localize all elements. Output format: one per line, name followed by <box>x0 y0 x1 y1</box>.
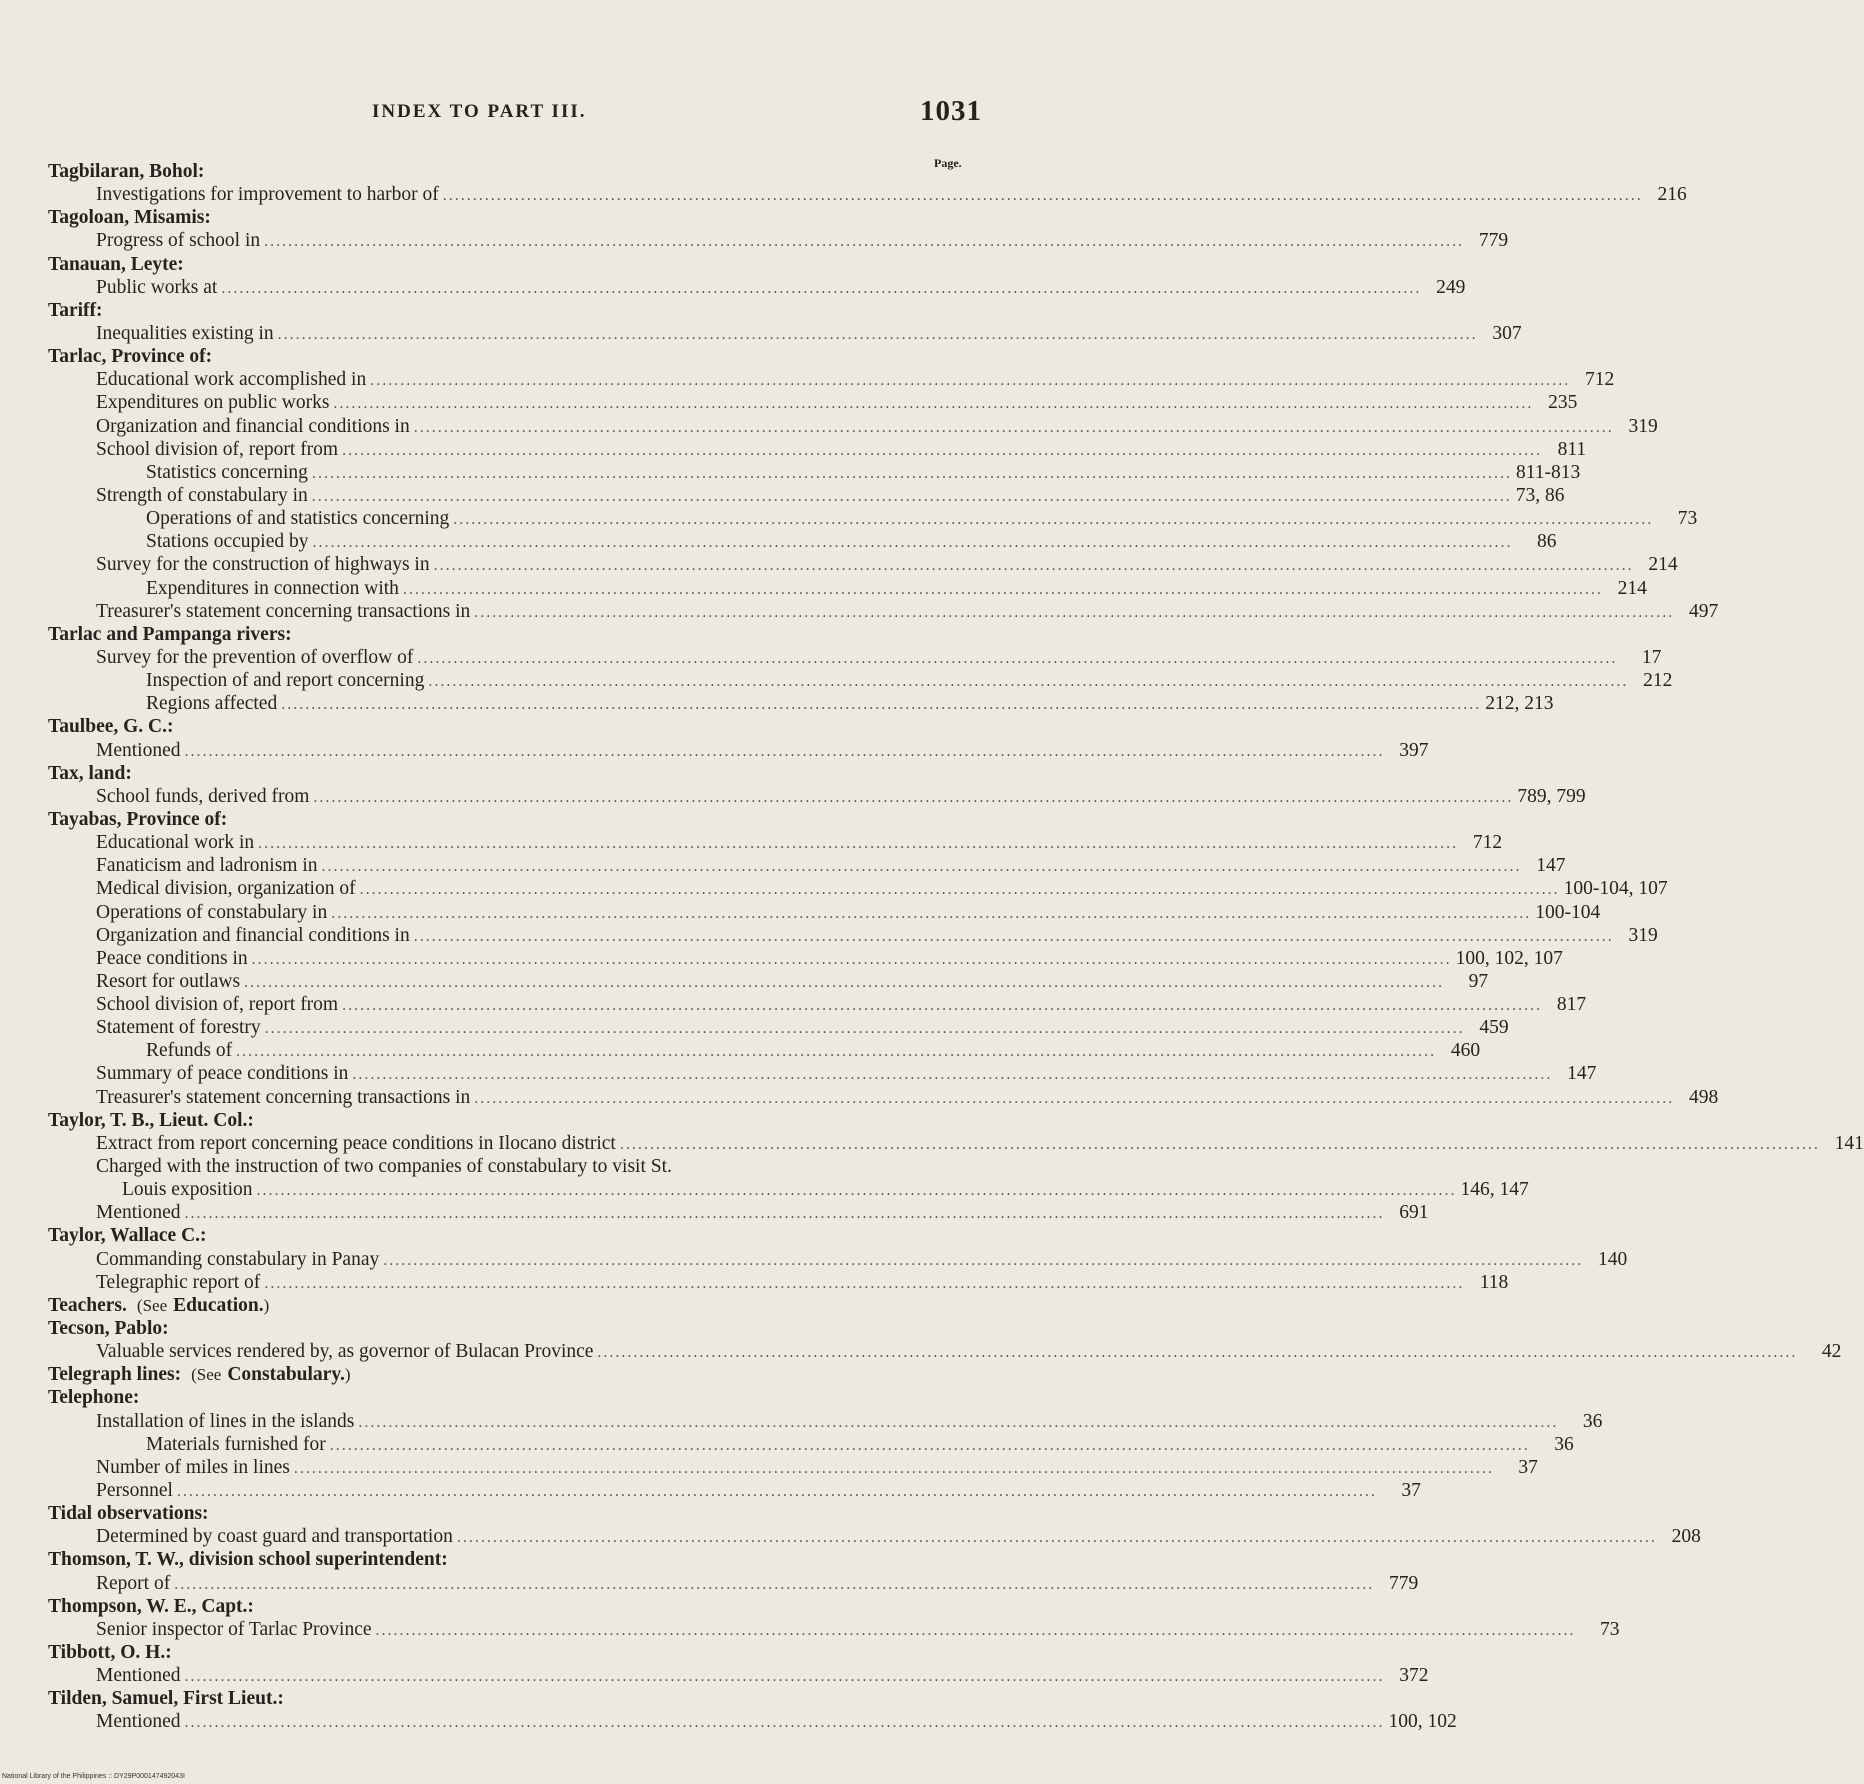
dot-leader: ........................................................................................................................................................................................................ <box>413 418 1614 436</box>
dot-leader: ........................................................................................................................................................................................................ <box>433 557 1634 575</box>
index-subentry <box>48 1710 1457 1733</box>
index-subentry <box>48 577 1647 600</box>
page-reference: 36 <box>1582 1410 1603 1432</box>
dot-leader: ........................................................................................................................................................................................................ <box>428 673 1629 691</box>
page-number: 1031 <box>920 95 982 127</box>
index-subentry <box>48 391 1578 414</box>
page-reference: 100-104, 107 <box>1563 878 1668 900</box>
dot-leader: ........................................................................................................................................................................................................ <box>417 649 1618 667</box>
page-header <box>0 95 1023 135</box>
dot-leader: ........................................................................................................................................................................................................ <box>329 1436 1530 1454</box>
subentry-text: Statistics concerning <box>146 461 308 483</box>
page-reference: 307 <box>1492 322 1522 344</box>
heading-text: Tecson, Pablo: <box>48 1318 169 1340</box>
index-heading <box>48 623 1000 646</box>
page-reference: 789, 799 <box>1517 785 1586 807</box>
index-heading <box>48 253 1000 276</box>
heading-text: Thomson, T. W., division school superintendent: <box>48 1549 448 1571</box>
page-reference: 319 <box>1628 415 1658 437</box>
index-see-reference <box>48 1363 1000 1386</box>
dot-leader: ........................................................................................................................................................................................................ <box>256 1182 1457 1200</box>
page-reference: 36 <box>1554 1433 1574 1455</box>
page-reference: 42 <box>1821 1341 1842 1363</box>
index-subentry <box>48 924 1658 947</box>
heading-text: Tilden, Samuel, First Lieut.: <box>48 1688 284 1710</box>
dot-leader: ........................................................................................................................................................................................................ <box>174 1575 1375 1593</box>
dot-leader: ........................................................................................................................................................................................................ <box>311 487 1512 505</box>
index-see-reference <box>48 1294 1000 1317</box>
index-heading <box>48 715 1000 738</box>
subentry-text: Expenditures on public works <box>96 392 330 414</box>
subentry-text: Personnel <box>96 1480 173 1502</box>
index-subentry <box>48 1456 1538 1479</box>
dot-leader: ........................................................................................................................................................................................................ <box>333 395 1534 413</box>
subentry-text: Valuable services rendered by, as governor of Bulacan Province <box>96 1341 594 1363</box>
index-subentry <box>48 739 1429 762</box>
subentry-text: Extract from report concerning peace conditions in Ilocano district <box>96 1132 616 1154</box>
page-reference: 216 <box>1657 184 1687 206</box>
dot-leader: ........................................................................................................................................................................................................ <box>244 973 1445 991</box>
index-subentry <box>48 993 1587 1016</box>
index-subentry <box>48 970 1489 993</box>
heading-text: Taulbee, G. C.: <box>48 716 174 738</box>
heading-text: Taylor, T. B., Lieut. Col.: <box>48 1109 254 1131</box>
dot-leader: ........................................................................................................................................................................................................ <box>453 511 1654 529</box>
page-reference: 146, 147 <box>1460 1179 1529 1201</box>
dot-leader: ........................................................................................................................................................................................................ <box>474 1089 1675 1107</box>
page-reference: 779 <box>1388 1572 1419 1594</box>
heading-text: Tarlac, Province of: <box>48 346 213 368</box>
index-heading <box>48 345 1000 368</box>
dot-leader: ........................................................................................................................................................................................................ <box>264 1020 1465 1038</box>
subentry-text: Senior inspector of Tarlac Province <box>96 1618 372 1640</box>
heading-text: Tax, land: <box>48 762 132 784</box>
dot-leader: ........................................................................................................................................................................................................ <box>442 187 1643 205</box>
page-reference: 811-813 <box>1515 461 1581 483</box>
index-subentry <box>48 276 1466 299</box>
dot-leader: ........................................................................................................................................................................................................ <box>358 1413 1559 1431</box>
index-subentry <box>48 1340 1842 1363</box>
index-heading <box>48 808 1000 831</box>
dot-leader: ........................................................................................................................................................................................................ <box>277 325 1478 343</box>
subentry-text: Refunds of <box>146 1040 233 1062</box>
index-subentry <box>48 901 1601 924</box>
subentry-text: Resort for outlaws <box>96 970 241 992</box>
dot-leader: ........................................................................................................................................................................................................ <box>293 1459 1494 1477</box>
page-reference: 17 <box>1641 646 1662 668</box>
subentry-text: Educational work in <box>96 832 255 854</box>
index-subentry <box>48 438 1587 461</box>
subentry-text: School division of, report from <box>96 994 339 1016</box>
dot-leader: ........................................................................................................................................................................................................ <box>184 1205 1385 1223</box>
index-subentry <box>48 368 1615 391</box>
dot-leader: ........................................................................................................................................................................................................ <box>321 858 1522 876</box>
subentry-text: Operations of and statistics concerning <box>146 508 450 530</box>
heading-text: Thompson, W. E., Capt.: <box>48 1595 254 1617</box>
dot-leader: ........................................................................................................................................................................................................ <box>264 1274 1465 1292</box>
subentry-text: Medical division, organization of <box>96 878 356 900</box>
heading-text: Tibbott, O. H.: <box>48 1642 172 1663</box>
index-entries <box>48 160 1864 1734</box>
page-reference: 497 <box>1689 600 1719 622</box>
dot-leader: ........................................................................................................................................................................................................ <box>313 788 1514 806</box>
page-reference: 147 <box>1536 855 1566 877</box>
page-reference: 73, 86 <box>1515 484 1565 506</box>
subentry-text: School division of, report from <box>96 438 339 460</box>
index-subentry <box>48 785 1586 808</box>
index-subentry <box>48 507 1698 530</box>
subentry-text: Expenditures in connection with <box>146 577 399 599</box>
heading-text: Tariff: <box>48 299 103 321</box>
dot-leader: ........................................................................................................................................................................................................ <box>221 279 1422 297</box>
subentry-text: Operations of constabulary in <box>96 901 328 923</box>
page-reference: 100, 102, 107 <box>1455 947 1563 969</box>
subentry-text: Mentioned <box>96 739 181 761</box>
index-subentry <box>48 1062 1597 1085</box>
subentry-text: Treasurer's statement concerning transactions in <box>96 1086 471 1108</box>
subentry-text: Mentioned <box>96 1202 181 1224</box>
index-heading <box>48 762 1000 785</box>
index-subentry <box>48 831 1503 854</box>
page-reference: 779 <box>1478 230 1509 252</box>
heading-text: Taylor, Wallace C.: <box>48 1225 207 1247</box>
page-reference: 141 <box>1834 1132 1864 1154</box>
dot-leader: ........................................................................................................................................................................................................ <box>251 950 1452 968</box>
subentry-text: Mentioned <box>96 1711 181 1733</box>
see-close: ) <box>263 1295 270 1315</box>
subentry-text: Educational work accomplished in <box>96 369 367 391</box>
page-reference: 212, 213 <box>1485 693 1554 715</box>
index-subentry <box>48 415 1658 438</box>
subentry-text: Summary of peace conditions in <box>96 1063 349 1085</box>
subentry-text: Regions affected <box>146 693 278 715</box>
subentry-text: Commanding constabulary in Panay <box>96 1248 380 1270</box>
dot-leader: ........................................................................................................................................................................................................ <box>402 580 1603 598</box>
page-reference: 214 <box>1617 577 1647 599</box>
page-reference: 397 <box>1399 739 1429 761</box>
subentry-text: Progress of school in <box>96 230 261 252</box>
index-subentry <box>48 692 1554 715</box>
dot-leader: ........................................................................................................................................................................................................ <box>474 603 1675 621</box>
index-heading <box>48 299 1000 322</box>
dot-leader: ........................................................................................................................................................................................................ <box>184 1668 1385 1686</box>
subentry-text: Charged with the instruction of two companies of constabulary to visit St. <box>96 1156 672 1178</box>
index-subentry <box>48 1572 1419 1595</box>
dot-leader: ........................................................................................................................................................................................................ <box>184 1714 1385 1732</box>
dot-leader: ........................................................................................................................................................................................................ <box>352 1066 1553 1084</box>
dot-leader: ........................................................................................................................................................................................................ <box>258 835 1459 853</box>
page-reference: 460 <box>1450 1040 1481 1062</box>
subentry-text: Mentioned <box>96 1665 181 1687</box>
page-reference: 37 <box>1518 1456 1538 1478</box>
page-title: INDEX TO PART III. <box>372 101 587 122</box>
page-reference: 459 <box>1479 1017 1509 1039</box>
dot-leader: ........................................................................................................................................................................................................ <box>370 372 1571 390</box>
page-reference: 319 <box>1628 924 1658 946</box>
index-subentry <box>48 877 1668 900</box>
index-heading <box>48 160 1000 183</box>
index-subentry <box>48 553 1678 576</box>
index-subentry <box>48 1132 1864 1155</box>
index-subentry <box>48 1525 1701 1548</box>
subentry-text: Statement of forestry <box>96 1017 261 1039</box>
index-subentry <box>48 669 1673 692</box>
see-word: (See <box>191 1365 222 1385</box>
dot-leader: ........................................................................................................................................................................................................ <box>331 904 1532 922</box>
dot-leader: ........................................................................................................................................................................................................ <box>312 534 1513 552</box>
dot-leader: ........................................................................................................................................................................................................ <box>342 997 1543 1015</box>
index-heading <box>48 1317 1000 1340</box>
index-heading <box>48 1687 1000 1710</box>
index-subentry <box>48 600 1719 623</box>
page-reference: 712 <box>1472 832 1503 854</box>
scan-footer: National Library of the Philippines :: DY29P000147492043I <box>2 1773 185 1780</box>
dot-leader: ........................................................................................................................................................................................................ <box>597 1344 1798 1362</box>
subentry-text: Telegraphic report of <box>96 1271 261 1293</box>
heading-text: Telephone: <box>48 1387 140 1409</box>
index-subentry <box>48 484 1565 507</box>
heading-text: Tidal observations: <box>48 1503 209 1525</box>
index-subentry <box>48 1433 1574 1456</box>
page-reference: 73 <box>1677 508 1698 530</box>
dot-leader: ........................................................................................................................................................................................................ <box>311 464 1512 482</box>
index-subentry <box>48 1618 1620 1641</box>
subentry-text: Report of <box>96 1572 171 1594</box>
see-word: (See <box>136 1295 168 1315</box>
subentry-text: Fanaticism and ladronism in <box>96 855 318 877</box>
dot-leader: ........................................................................................................................................................................................................ <box>383 1251 1584 1269</box>
subentry-text: School funds, derived from <box>96 785 310 807</box>
subentry-text: Number of miles in lines <box>96 1456 290 1478</box>
page-reference: 86 <box>1536 531 1557 553</box>
dot-leader: ........................................................................................................................................................................................................ <box>375 1621 1576 1639</box>
page-reference: 37 <box>1401 1480 1421 1502</box>
subentry-text: Stations occupied by <box>146 531 309 553</box>
dot-leader: ........................................................................................................................................................................................................ <box>359 881 1560 899</box>
index-subentry <box>48 1155 1000 1178</box>
see-target: Education. <box>173 1294 264 1316</box>
index-subentry <box>48 1248 1628 1271</box>
index-subentry <box>48 530 1557 553</box>
heading-text: Tayabas, Province of: <box>48 808 228 830</box>
subentry-text: Determined by coast guard and transportation <box>96 1526 453 1548</box>
page-reference: 498 <box>1689 1086 1719 1108</box>
subentry-text: Treasurer's statement concerning transactions in <box>96 600 471 622</box>
index-heading <box>48 1595 1000 1618</box>
heading-text: Telegraph lines: <box>48 1364 182 1386</box>
index-heading <box>48 1548 1000 1571</box>
index-heading <box>48 1224 1000 1247</box>
page-reference: 811 <box>1557 438 1587 460</box>
page-reference: 140 <box>1598 1248 1628 1270</box>
subentry-text: Inequalities existing in <box>96 322 274 344</box>
index-subentry <box>48 322 1522 345</box>
subentry-text: Louis exposition <box>122 1179 253 1201</box>
page-reference: 212 <box>1643 670 1673 692</box>
subentry-text: Peace conditions in <box>96 947 248 969</box>
page-reference: 97 <box>1468 970 1489 992</box>
page-column-heading: Page. <box>934 156 962 170</box>
page-reference: 691 <box>1399 1202 1429 1224</box>
dot-leader: ........................................................................................................................................................................................................ <box>342 441 1543 459</box>
index-subentry <box>48 1664 1429 1687</box>
index-subentry <box>48 229 1509 252</box>
dot-leader: ........................................................................................................................................................................................................ <box>456 1529 1657 1547</box>
dot-leader: ........................................................................................................................................................................................................ <box>619 1135 1820 1153</box>
index-subentry <box>48 1410 1603 1433</box>
dot-leader: ........................................................................................................................................................................................................ <box>176 1483 1377 1501</box>
subentry-text: Installation of lines in the islands <box>96 1410 355 1432</box>
index-heading <box>48 1109 1000 1132</box>
subentry-text: Survey for the construction of highways in <box>96 554 430 576</box>
dot-leader: ........................................................................................................................................................................................................ <box>413 927 1614 945</box>
index-subentry <box>48 947 1563 970</box>
subentry-text: Inspection of and report concerning <box>146 670 425 692</box>
index-subentry <box>48 646 1662 669</box>
index-subentry <box>48 1178 1529 1201</box>
index-subentry <box>48 1479 1421 1502</box>
index-heading <box>48 1502 1000 1525</box>
page-reference: 73 <box>1600 1618 1620 1640</box>
dot-leader: ........................................................................................................................................................................................................ <box>236 1043 1437 1061</box>
index-heading <box>48 1641 1000 1664</box>
index-subentry <box>48 461 1581 484</box>
index-heading <box>48 206 1000 229</box>
page-reference: 100-104 <box>1535 901 1601 923</box>
heading-text: Teachers. <box>48 1294 127 1316</box>
page-reference: 235 <box>1548 392 1578 414</box>
index-subentry <box>48 1039 1481 1062</box>
index-subentry <box>48 854 1566 877</box>
subentry-text: Organization and financial conditions in <box>96 924 410 946</box>
see-close: ) <box>344 1365 351 1385</box>
heading-text: Tagbilaran, Bohol: <box>48 161 205 182</box>
heading-text: Tarlac and Pampanga rivers: <box>48 623 292 645</box>
subentry-text: Survey for the prevention of overflow of <box>96 646 414 668</box>
dot-leader: ........................................................................................................................................................................................................ <box>184 742 1385 760</box>
index-subentry <box>48 183 1687 206</box>
index-subentry <box>48 1086 1719 1109</box>
see-target: Constabulary. <box>227 1364 345 1386</box>
page-reference: 372 <box>1399 1665 1429 1687</box>
heading-text: Tanauan, Leyte: <box>48 253 184 275</box>
page-reference: 208 <box>1671 1526 1701 1548</box>
page-reference: 214 <box>1648 554 1678 576</box>
index-subentry <box>48 1201 1429 1224</box>
subentry-text: Public works at <box>96 276 218 298</box>
subentry-text: Organization and financial conditions in <box>96 415 410 437</box>
subentry-text: Investigations for improvement to harbor of <box>96 184 439 206</box>
page-reference: 147 <box>1567 1063 1597 1085</box>
dot-leader: ........................................................................................................................................................................................................ <box>264 233 1465 251</box>
index-subentry <box>48 1016 1509 1039</box>
page-reference: 100, 102 <box>1388 1711 1457 1733</box>
dot-leader: ........................................................................................................................................................................................................ <box>281 696 1482 714</box>
index-subentry <box>48 1271 1509 1294</box>
page-reference: 249 <box>1436 276 1466 298</box>
page-reference: 712 <box>1584 369 1615 391</box>
page-reference: 817 <box>1556 994 1587 1016</box>
index-heading <box>48 1386 1000 1409</box>
page-reference: 118 <box>1479 1271 1509 1293</box>
subentry-text: Materials furnished for <box>146 1433 326 1455</box>
subentry-text: Strength of constabulary in <box>96 484 308 506</box>
heading-text: Tagoloan, Misamis: <box>48 207 211 229</box>
